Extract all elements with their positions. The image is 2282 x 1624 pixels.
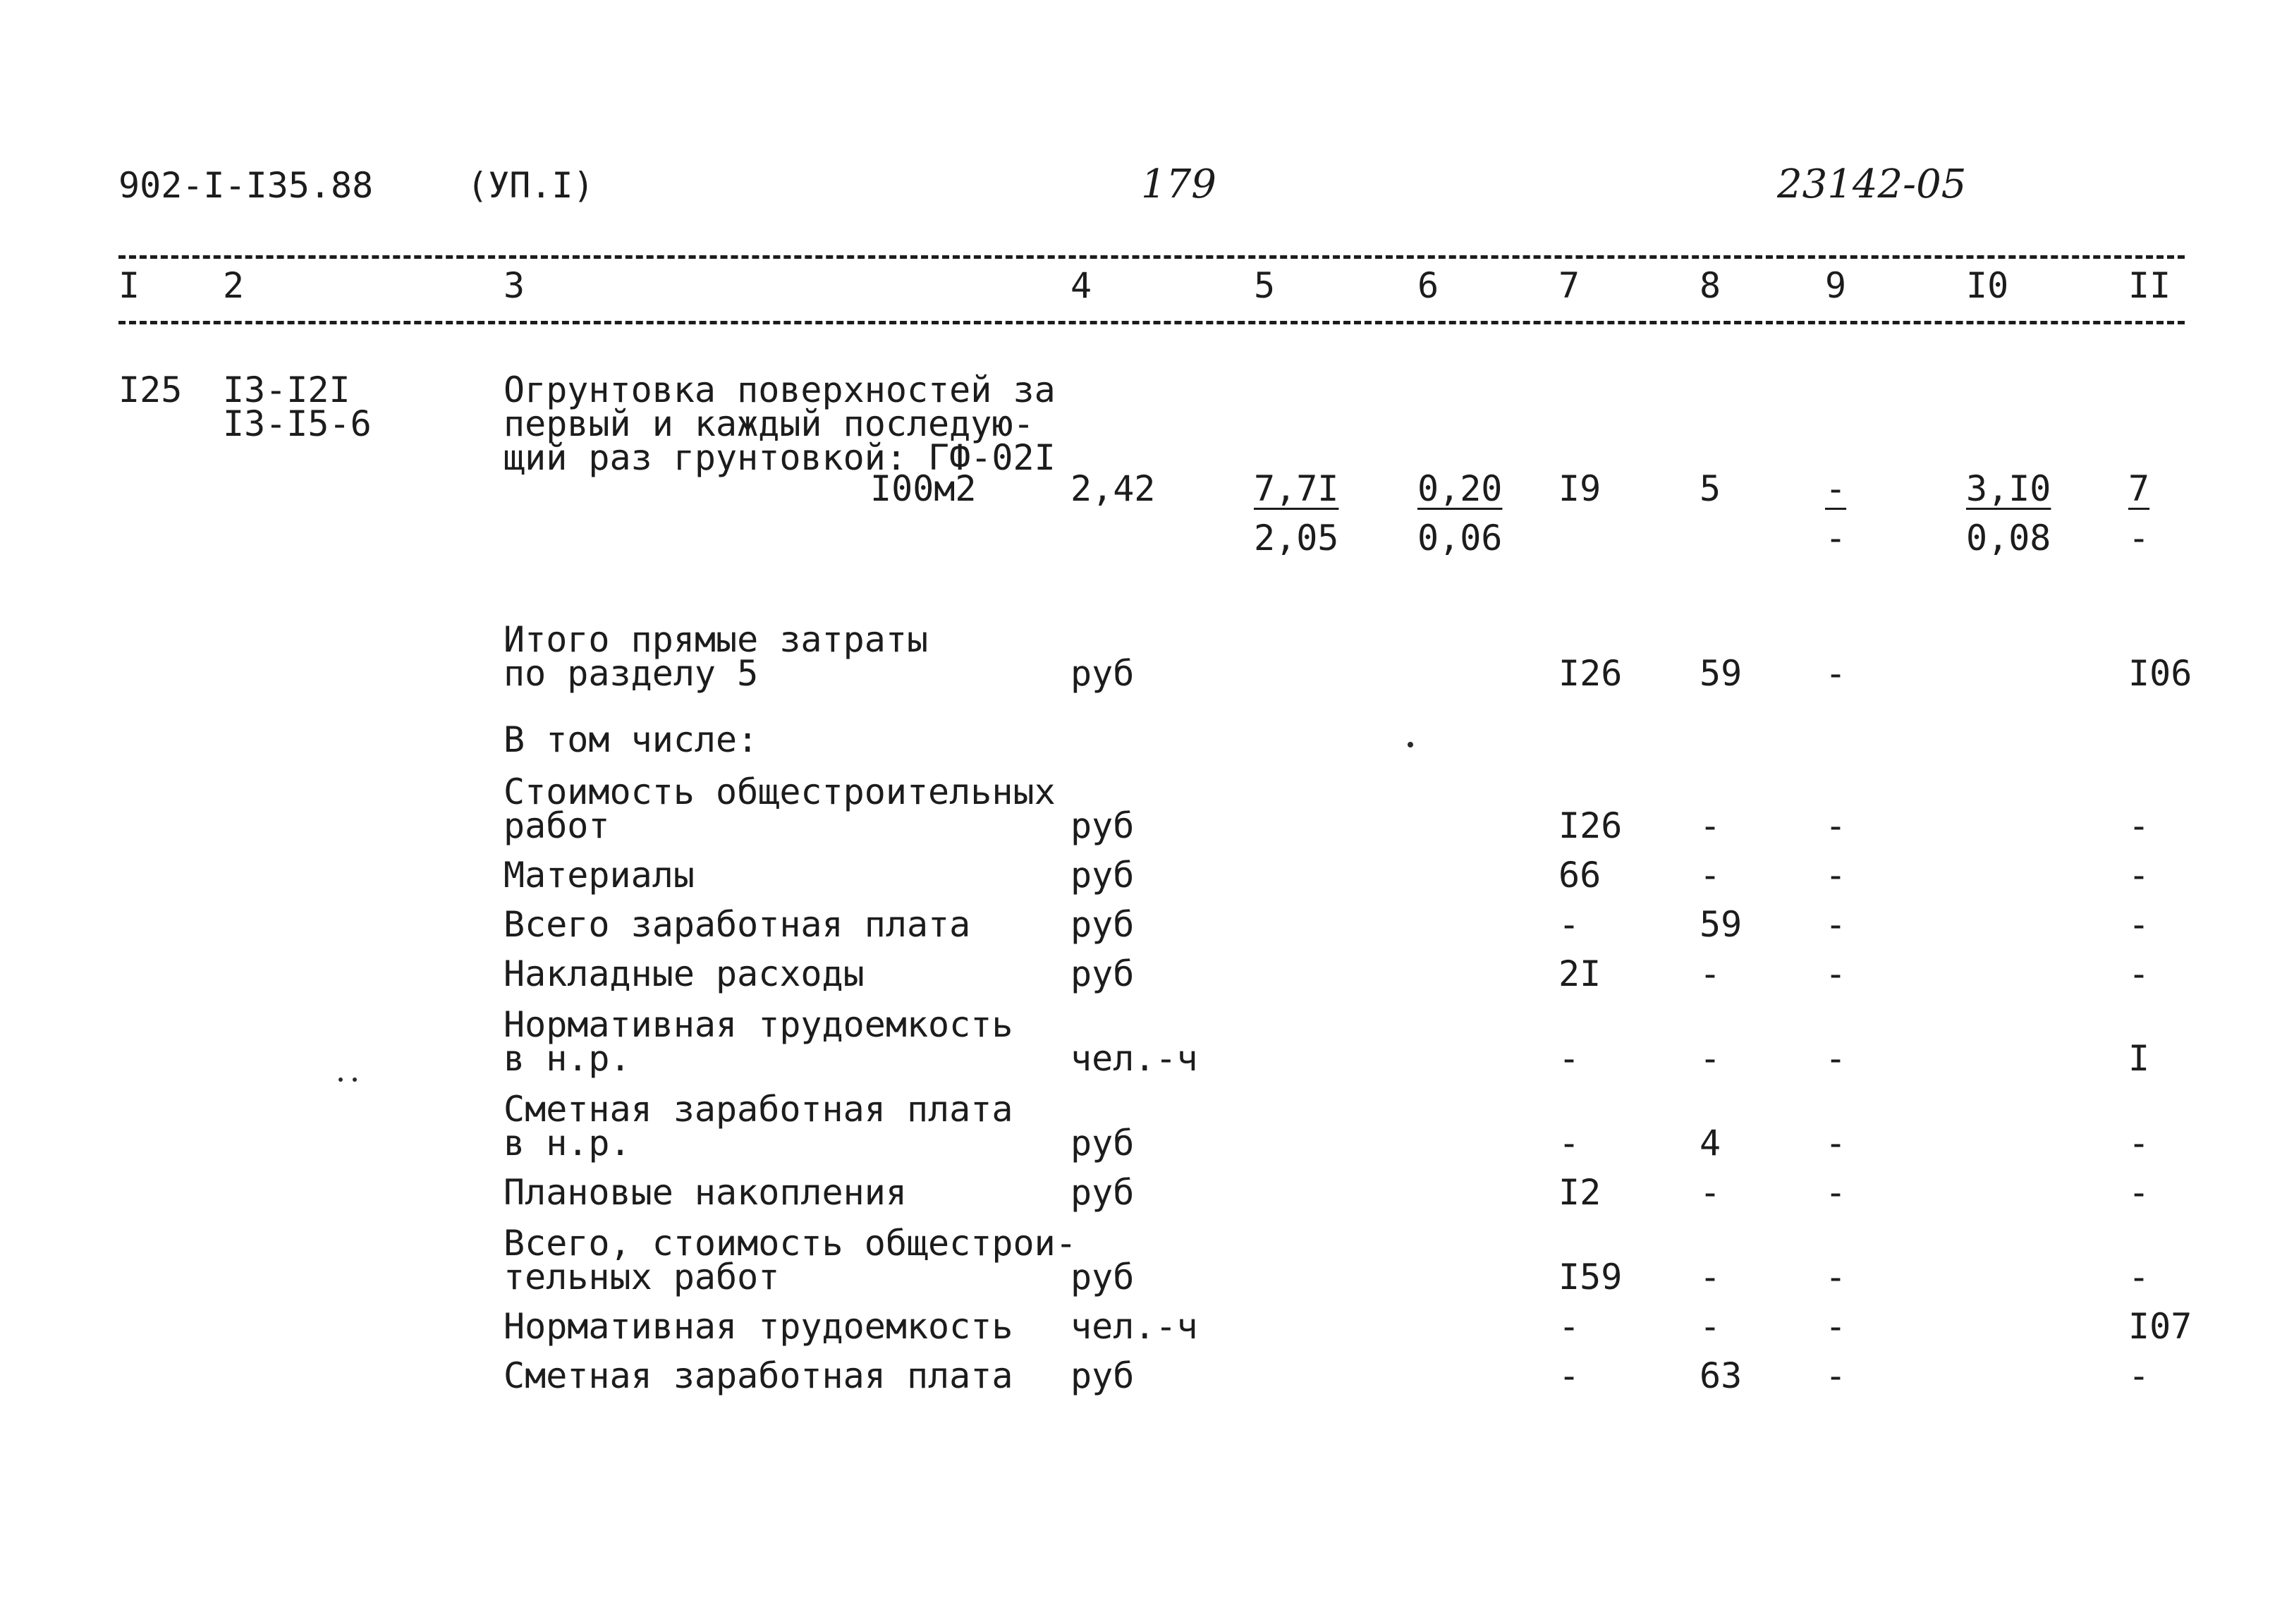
breakdown-row-9-col8: - [1700, 1306, 1721, 1347]
item-description-line-2: первый и каждый последую- [504, 403, 1035, 444]
breakdown-row-6-col9: - [1825, 1123, 1847, 1164]
header-bottom-rule [118, 321, 2185, 324]
col-header-2: 2 [223, 265, 245, 306]
breakdown-row-8-col11: - [2128, 1257, 2150, 1298]
sheet-code: 23142-05 [1777, 161, 1967, 207]
breakdown-row-5-col8: - [1700, 1038, 1721, 1079]
breakdown-row-3-col7: - [1558, 904, 1580, 945]
breakdown-row-4-col11: - [2128, 953, 2150, 994]
breakdown-row-2-col8: - [1700, 855, 1721, 896]
breakdown-row-4-label: Накладные расходы [504, 953, 865, 994]
col-header-11: II [2128, 265, 2171, 306]
breakdown-row-2-col7: 66 [1558, 855, 1601, 896]
header-top-rule [118, 255, 2185, 259]
breakdown-row-3-label: Всего заработная плата [504, 904, 971, 945]
breakdown-row-6-col11: - [2128, 1123, 2150, 1164]
item-description-line-3: щий раз грунтовкой: ГФ-02I [504, 437, 1056, 478]
item-col5-bottom: 2,05 [1254, 518, 1339, 558]
item-quantity: 2,42 [1070, 468, 1156, 509]
col-header-9: 9 [1825, 265, 1847, 306]
breakdown-row-9-unit: чел.-ч [1070, 1306, 1198, 1347]
breakdown-row-1-label-line-1: Стоимость общестроительных [504, 771, 1056, 812]
item-col9-top: - [1825, 468, 1847, 509]
page-number: 179 [1141, 161, 1216, 207]
album-label: (УП.I) [467, 165, 594, 206]
item-number: I25 [118, 370, 183, 410]
item-unit: I00м2 [870, 468, 977, 509]
breakdown-row-6-label-line-1: Сметная заработная плата [504, 1089, 1013, 1130]
col-header-3: 3 [504, 265, 525, 306]
breakdown-row-5-col9: - [1825, 1038, 1847, 1079]
breakdown-row-6-unit: руб [1070, 1123, 1135, 1164]
breakdown-row-2-label: Материалы [504, 855, 695, 896]
direct-total-label-line-1: Итого прямые затраты [504, 619, 929, 660]
breakdown-row-9-label: Нормативная трудоемкость [504, 1306, 1013, 1347]
direct-total-col9: - [1825, 653, 1847, 694]
breakdown-row-10-col9: - [1825, 1355, 1847, 1396]
stray-dots [338, 1077, 343, 1082]
breakdown-row-1-unit: руб [1070, 805, 1135, 846]
item-col11-top: 7 [2128, 468, 2150, 509]
breakdown-row-5-col7: - [1558, 1038, 1580, 1079]
breakdown-row-5-col11: I [2128, 1038, 2150, 1079]
item-col6-bottom: 0,06 [1417, 518, 1503, 558]
item-col10-bottom: 0,08 [1966, 518, 2051, 558]
breakdown-row-7-col8: - [1700, 1172, 1721, 1213]
col-header-4: 4 [1070, 265, 1092, 306]
item-col11-bottom: - [2128, 518, 2150, 558]
breakdown-row-10-label: Сметная заработная плата [504, 1355, 1013, 1396]
breakdown-row-6-col8: 4 [1700, 1123, 1721, 1164]
breakdown-row-1-col8: - [1700, 805, 1721, 846]
item-code-1: I3-I2I [223, 370, 350, 410]
direct-total-col8: 59 [1700, 653, 1743, 694]
breakdown-row-7-unit: руб [1070, 1172, 1135, 1213]
breakdown-row-10-col8: 63 [1700, 1355, 1743, 1396]
breakdown-row-1-label-line-2: работ [504, 805, 610, 846]
direct-total-unit: руб [1070, 653, 1135, 694]
breakdown-row-8-label-line-2: тельных работ [504, 1257, 780, 1298]
breakdown-row-4-col7: 2I [1558, 953, 1601, 994]
stray-dots-2 [353, 1077, 357, 1082]
breakdown-row-8-col8: - [1700, 1257, 1721, 1298]
breakdown-row-4-col9: - [1825, 953, 1847, 994]
breakdown-row-2-col9: - [1825, 855, 1847, 896]
item-col5-top: 7,7I [1254, 468, 1339, 509]
breakdown-row-3-col9: - [1825, 904, 1847, 945]
breakdown-row-9-col11: I07 [2128, 1306, 2192, 1347]
breakdown-row-6-label-line-2: в н.р. [504, 1123, 631, 1164]
breakdown-row-2-unit: руб [1070, 855, 1135, 896]
col-header-5: 5 [1254, 265, 1276, 306]
including-label: В том числе: [504, 719, 759, 760]
col-header-8: 8 [1700, 265, 1721, 306]
breakdown-row-7-col7: I2 [1558, 1172, 1601, 1213]
breakdown-row-1-col7: I26 [1558, 805, 1623, 846]
item-col8: 5 [1700, 468, 1721, 509]
stray-dot [1408, 742, 1413, 747]
breakdown-row-5-unit: чел.-ч [1070, 1038, 1198, 1079]
breakdown-row-3-col8: 59 [1700, 904, 1743, 945]
breakdown-row-3-col11: - [2128, 904, 2150, 945]
breakdown-row-8-col7: I59 [1558, 1257, 1623, 1298]
item-code-2: I3-I5-6 [223, 403, 372, 444]
breakdown-row-1-col9: - [1825, 805, 1847, 846]
breakdown-row-7-col11: - [2128, 1172, 2150, 1213]
breakdown-row-9-col7: - [1558, 1306, 1580, 1347]
breakdown-row-10-col11: - [2128, 1355, 2150, 1396]
item-col9-bottom: - [1825, 518, 1847, 558]
breakdown-row-8-col9: - [1825, 1257, 1847, 1298]
breakdown-row-9-col9: - [1825, 1306, 1847, 1347]
breakdown-row-7-col9: - [1825, 1172, 1847, 1213]
col-header-10: I0 [1966, 265, 2009, 306]
breakdown-row-4-col8: - [1700, 953, 1721, 994]
item-col7: I9 [1558, 468, 1601, 509]
item-col6-top: 0,20 [1417, 468, 1503, 509]
document-code: 902-I-I35.88 [118, 165, 374, 206]
breakdown-row-8-label-line-1: Всего, стоимость общестрои- [504, 1223, 1077, 1264]
breakdown-row-7-label: Плановые накопления [504, 1172, 907, 1213]
breakdown-row-6-col7: - [1558, 1123, 1580, 1164]
breakdown-row-2-col11: - [2128, 855, 2150, 896]
breakdown-row-8-unit: руб [1070, 1257, 1135, 1298]
breakdown-row-4-unit: руб [1070, 953, 1135, 994]
col-header-6: 6 [1417, 265, 1439, 306]
breakdown-row-5-label-line-2: в н.р. [504, 1038, 631, 1079]
direct-total-col7: I26 [1558, 653, 1623, 694]
breakdown-row-10-unit: руб [1070, 1355, 1135, 1396]
direct-total-label-line-2: по разделу 5 [504, 653, 759, 694]
item-description-line-1: Огрунтовка поверхностей за [504, 370, 1056, 410]
col-header-1: I [118, 265, 140, 306]
col-header-7: 7 [1558, 265, 1580, 306]
breakdown-row-10-col7: - [1558, 1355, 1580, 1396]
breakdown-row-5-label-line-1: Нормативная трудоемкость [504, 1004, 1013, 1045]
breakdown-row-1-col11: - [2128, 805, 2150, 846]
item-col10-top: 3,I0 [1966, 468, 2051, 509]
direct-total-col11: I06 [2128, 653, 2192, 694]
breakdown-row-3-unit: руб [1070, 904, 1135, 945]
